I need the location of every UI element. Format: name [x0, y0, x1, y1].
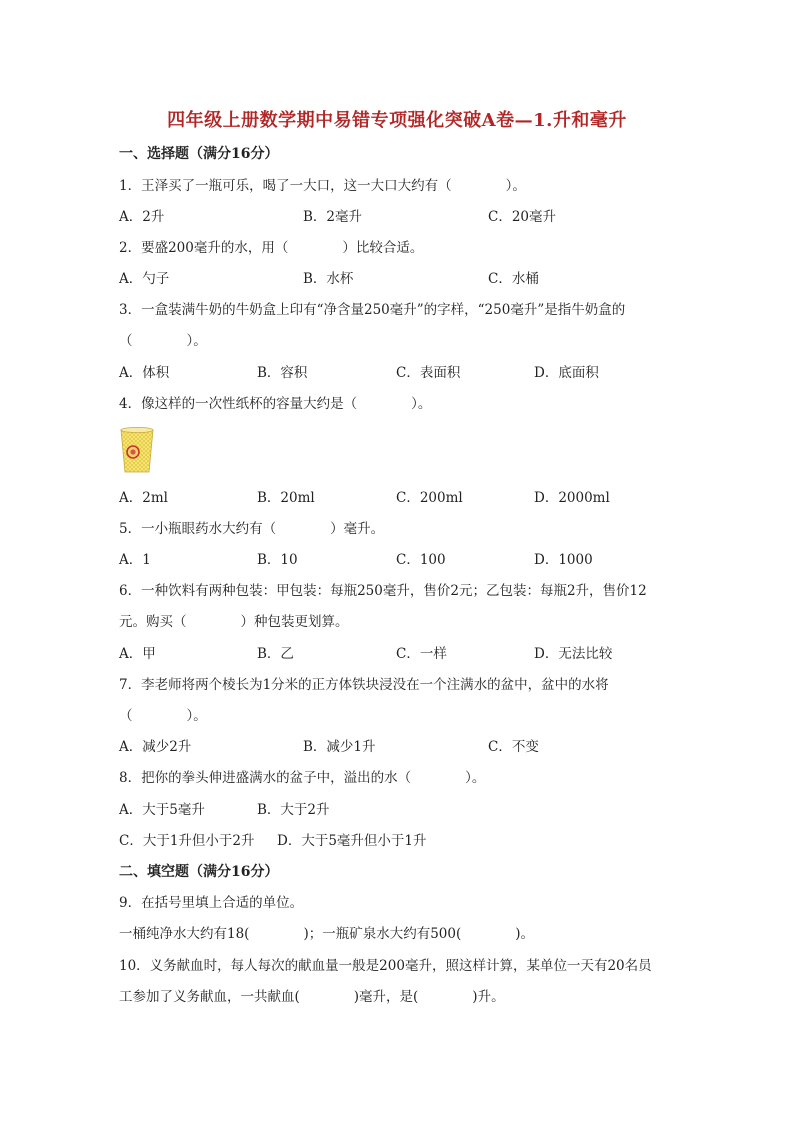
question-8-option-d: D．大于5毫升但小于1升: [277, 833, 427, 849]
question-8-option-b: B．大于2升: [257, 802, 330, 818]
question-9-blanks: 一桶纯净水大约有18( )；一瓶矿泉水大约有500( )。: [119, 926, 535, 942]
question-3-option-d: D．底面积: [534, 365, 599, 381]
question-7-stem-continued: （ ）。: [119, 708, 207, 724]
question-6-stem-continued: 元。购买（ ）种包装更划算。: [119, 614, 349, 630]
question-9-stem: 9．在括号里填上合适的单位。: [119, 895, 304, 911]
question-10-blanks: 工参加了义务献血，一共献血( )毫升，是( )升。: [119, 989, 505, 1005]
question-10-stem: 10．义务献血时，每人每次的献血量一般是200毫升，照这样计算，某单位一天有20名员: [119, 958, 652, 974]
question-6-option-c: C．一样: [396, 646, 447, 662]
question-3-option-c: C．表面积: [396, 365, 461, 381]
question-4-option-b: B．20ml: [257, 490, 315, 506]
question-6-option-b: B．乙: [257, 646, 294, 662]
section-heading-fill-blank: 二、填空题（满分16分）: [119, 864, 279, 880]
question-7-option-a: A．减少2升: [119, 739, 192, 755]
question-5-stem: 5．一小瓶眼药水大约有（ ）毫升。: [119, 521, 385, 537]
question-7-option-c: C．不变: [488, 739, 539, 755]
question-1-stem: 1．王泽买了一瓶可乐，喝了一大口，这一大口大约有（ ）。: [119, 178, 526, 194]
page-title: 四年级上册数学期中易错专项强化突破A卷—1.升和毫升: [167, 110, 627, 131]
question-1-option-c: C．20毫升: [488, 209, 557, 225]
question-1-option-a: A．2升: [119, 209, 165, 225]
question-3-option-a: A．体积: [119, 365, 170, 381]
question-5-option-d: D．1000: [534, 552, 593, 568]
question-7-option-b: B．减少1升: [303, 739, 376, 755]
question-5-option-a: A．1: [119, 552, 151, 568]
question-3-stem-continued: （ ）。: [119, 333, 207, 349]
question-6-stem: 6．一种饮料有两种包装：甲包装：每瓶250毫升，售价2元；乙包装：每瓶2升，售价12: [119, 583, 647, 599]
question-1-option-b: B．2毫升: [303, 209, 363, 225]
question-2-option-c: C．水桶: [488, 271, 539, 287]
question-2-stem: 2．要盛200毫升的水，用（ ）比较合适。: [119, 240, 424, 256]
question-3-stem: 3．一盒装满牛奶的牛奶盒上印有“净含量250毫升”的字样，“250毫升”是指牛奶盒的: [119, 302, 626, 318]
question-8-stem: 8．把你的拳头伸进盛满水的盆子中，溢出的水（ ）。: [119, 770, 486, 786]
question-8-option-a: A．大于5毫升: [119, 802, 205, 818]
question-8-option-c: C．大于1升但小于2升: [119, 833, 255, 849]
question-6-option-d: D．无法比较: [534, 646, 613, 662]
question-3-option-b: B．容积: [257, 365, 308, 381]
paper-cup-image: [119, 426, 155, 474]
question-6-option-a: A．甲: [119, 646, 156, 662]
question-4-option-c: C．200ml: [396, 490, 463, 506]
question-2-option-a: A．勺子: [119, 271, 170, 287]
section-heading-choice: 一、选择题（满分16分）: [119, 146, 279, 162]
question-4-stem: 4．像这样的一次性纸杯的容量大约是（ ）。: [119, 396, 432, 412]
question-5-option-b: B．10: [257, 552, 298, 568]
question-5-option-c: C．100: [396, 552, 446, 568]
question-7-stem: 7．李老师将两个棱长为1分米的正方体铁块浸没在一个注满水的盆中，盆中的水将: [119, 677, 609, 693]
question-4-option-d: D．2000ml: [534, 490, 610, 506]
question-2-option-b: B．水杯: [303, 271, 354, 287]
question-4-option-a: A．2ml: [119, 490, 168, 506]
